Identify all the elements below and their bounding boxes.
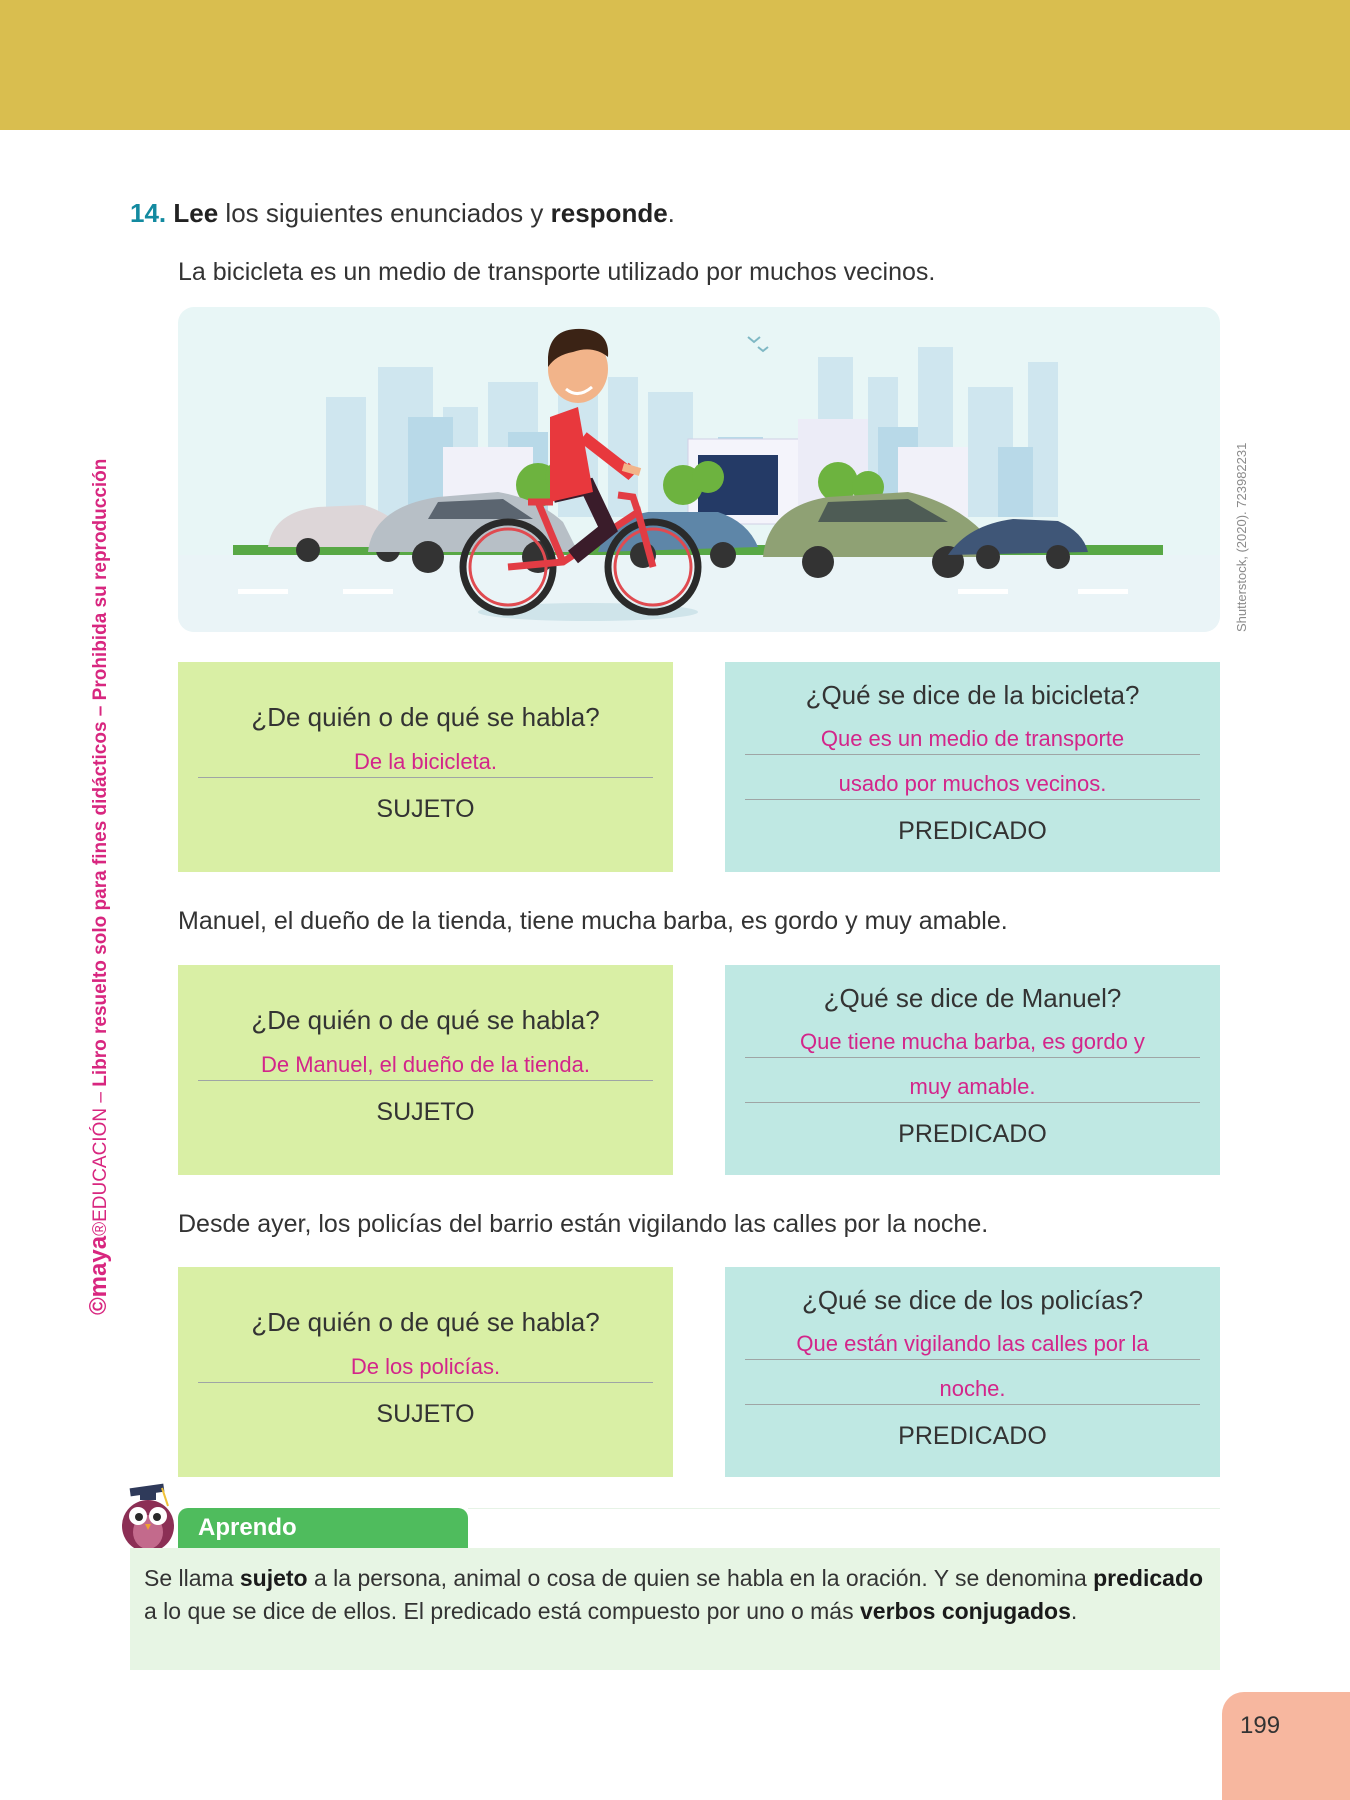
illustration-svg	[178, 307, 1220, 632]
sentence-2: Manuel, el dueño de la tienda, tiene mucha barba, es gordo y muy amable.	[178, 907, 1008, 935]
brand-suffix: ®EDUCACIÓN –	[90, 1086, 111, 1236]
predicate-answer-line-1[interactable]: Que tiene mucha barba, es gordo y	[745, 1027, 1200, 1058]
aprendo-title: Aprendo	[198, 1514, 297, 1541]
owl-icon	[116, 1482, 186, 1554]
subject-answer-field[interactable]: De los policías.	[198, 1352, 653, 1383]
predicate-answer-line-2[interactable]: noche.	[745, 1374, 1200, 1405]
predicate-box-2	[725, 965, 1220, 1175]
aprendo-text-3: a lo que se dice de ellos. El predicado está compuesto por uno o más	[144, 1598, 860, 1624]
instruction-verb-read: Lee	[173, 198, 219, 228]
subject-question: ¿De quién o de qué se habla?	[251, 1005, 600, 1035]
sentence-3: Desde ayer, los policías del barrio están vigilando las calles por la noche.	[178, 1210, 989, 1238]
top-color-band	[0, 0, 1350, 130]
predicate-box-1	[725, 662, 1220, 872]
predicate-question: ¿Qué se dice de Manuel?	[823, 983, 1122, 1013]
subject-answer-field[interactable]: De la bicicleta.	[198, 747, 653, 778]
subject-box-3	[178, 1267, 673, 1477]
bicycle-city-illustration	[178, 307, 1220, 632]
aprendo-term-predicado: predicado	[1093, 1565, 1204, 1591]
aprendo-content	[130, 1548, 1220, 1670]
subject-box-1	[178, 662, 673, 872]
predicate-label: PREDICADO	[898, 817, 1047, 845]
aprendo-text-4: .	[1070, 1598, 1078, 1624]
subject-question: ¿De quién o de qué se habla?	[251, 702, 600, 732]
side-copyright-credit	[82, 458, 116, 1315]
aprendo-tab-line	[468, 1508, 1220, 1549]
predicate-question: ¿Qué se dice de la bicicleta?	[805, 680, 1140, 710]
page-number: 199	[1240, 1712, 1281, 1739]
reproduction-notice: Libro resuelto solo para fines didácticos – Prohibida su reproducción	[90, 458, 111, 1087]
page-number-tab	[1222, 1692, 1350, 1800]
instruction-end: .	[667, 198, 675, 228]
subject-question: ¿De quién o de qué se habla?	[251, 1307, 600, 1337]
instruction-middle: los siguientes enunciados y	[218, 198, 551, 228]
predicate-answer-line-1[interactable]: Que es un medio de transporte	[745, 724, 1200, 755]
subject-label: SUJETO	[376, 795, 475, 823]
predicate-answer-line-2[interactable]: usado por muchos vecinos.	[745, 769, 1200, 800]
predicate-answer-line-1[interactable]: Que están vigilando las calles por la	[745, 1329, 1200, 1360]
aprendo-term-sujeto: sujeto	[239, 1565, 308, 1591]
aprendo-text-1: Se llama	[144, 1565, 240, 1591]
subject-label: SUJETO	[376, 1098, 475, 1126]
aprendo-term-verbos: verbos conjugados	[860, 1598, 1071, 1624]
exercise-instruction	[130, 198, 675, 229]
subject-answer-field[interactable]: De Manuel, el dueño de la tienda.	[198, 1050, 653, 1081]
aprendo-text-2: a la persona, animal o cosa de quien se habla en la oración. Y se denomina	[307, 1565, 1094, 1591]
subject-label: SUJETO	[376, 1400, 475, 1428]
brand-logo-text: ©maya	[85, 1235, 112, 1315]
predicate-box-3	[725, 1267, 1220, 1477]
predicate-answer-line-2[interactable]: muy amable.	[745, 1072, 1200, 1103]
subject-box-2	[178, 965, 673, 1175]
instruction-verb-answer: responde	[550, 198, 668, 228]
predicate-label: PREDICADO	[898, 1422, 1047, 1450]
predicate-question: ¿Qué se dice de los policías?	[801, 1285, 1144, 1315]
photo-credit: Shutterstock, (2020). 723982231	[1234, 442, 1249, 632]
exercise-number: 14.	[130, 198, 167, 228]
sentence-1: La bicicleta es un medio de transporte utilizado por muchos vecinos.	[178, 258, 936, 286]
predicate-label: PREDICADO	[898, 1120, 1047, 1148]
aprendo-tab	[178, 1508, 468, 1548]
